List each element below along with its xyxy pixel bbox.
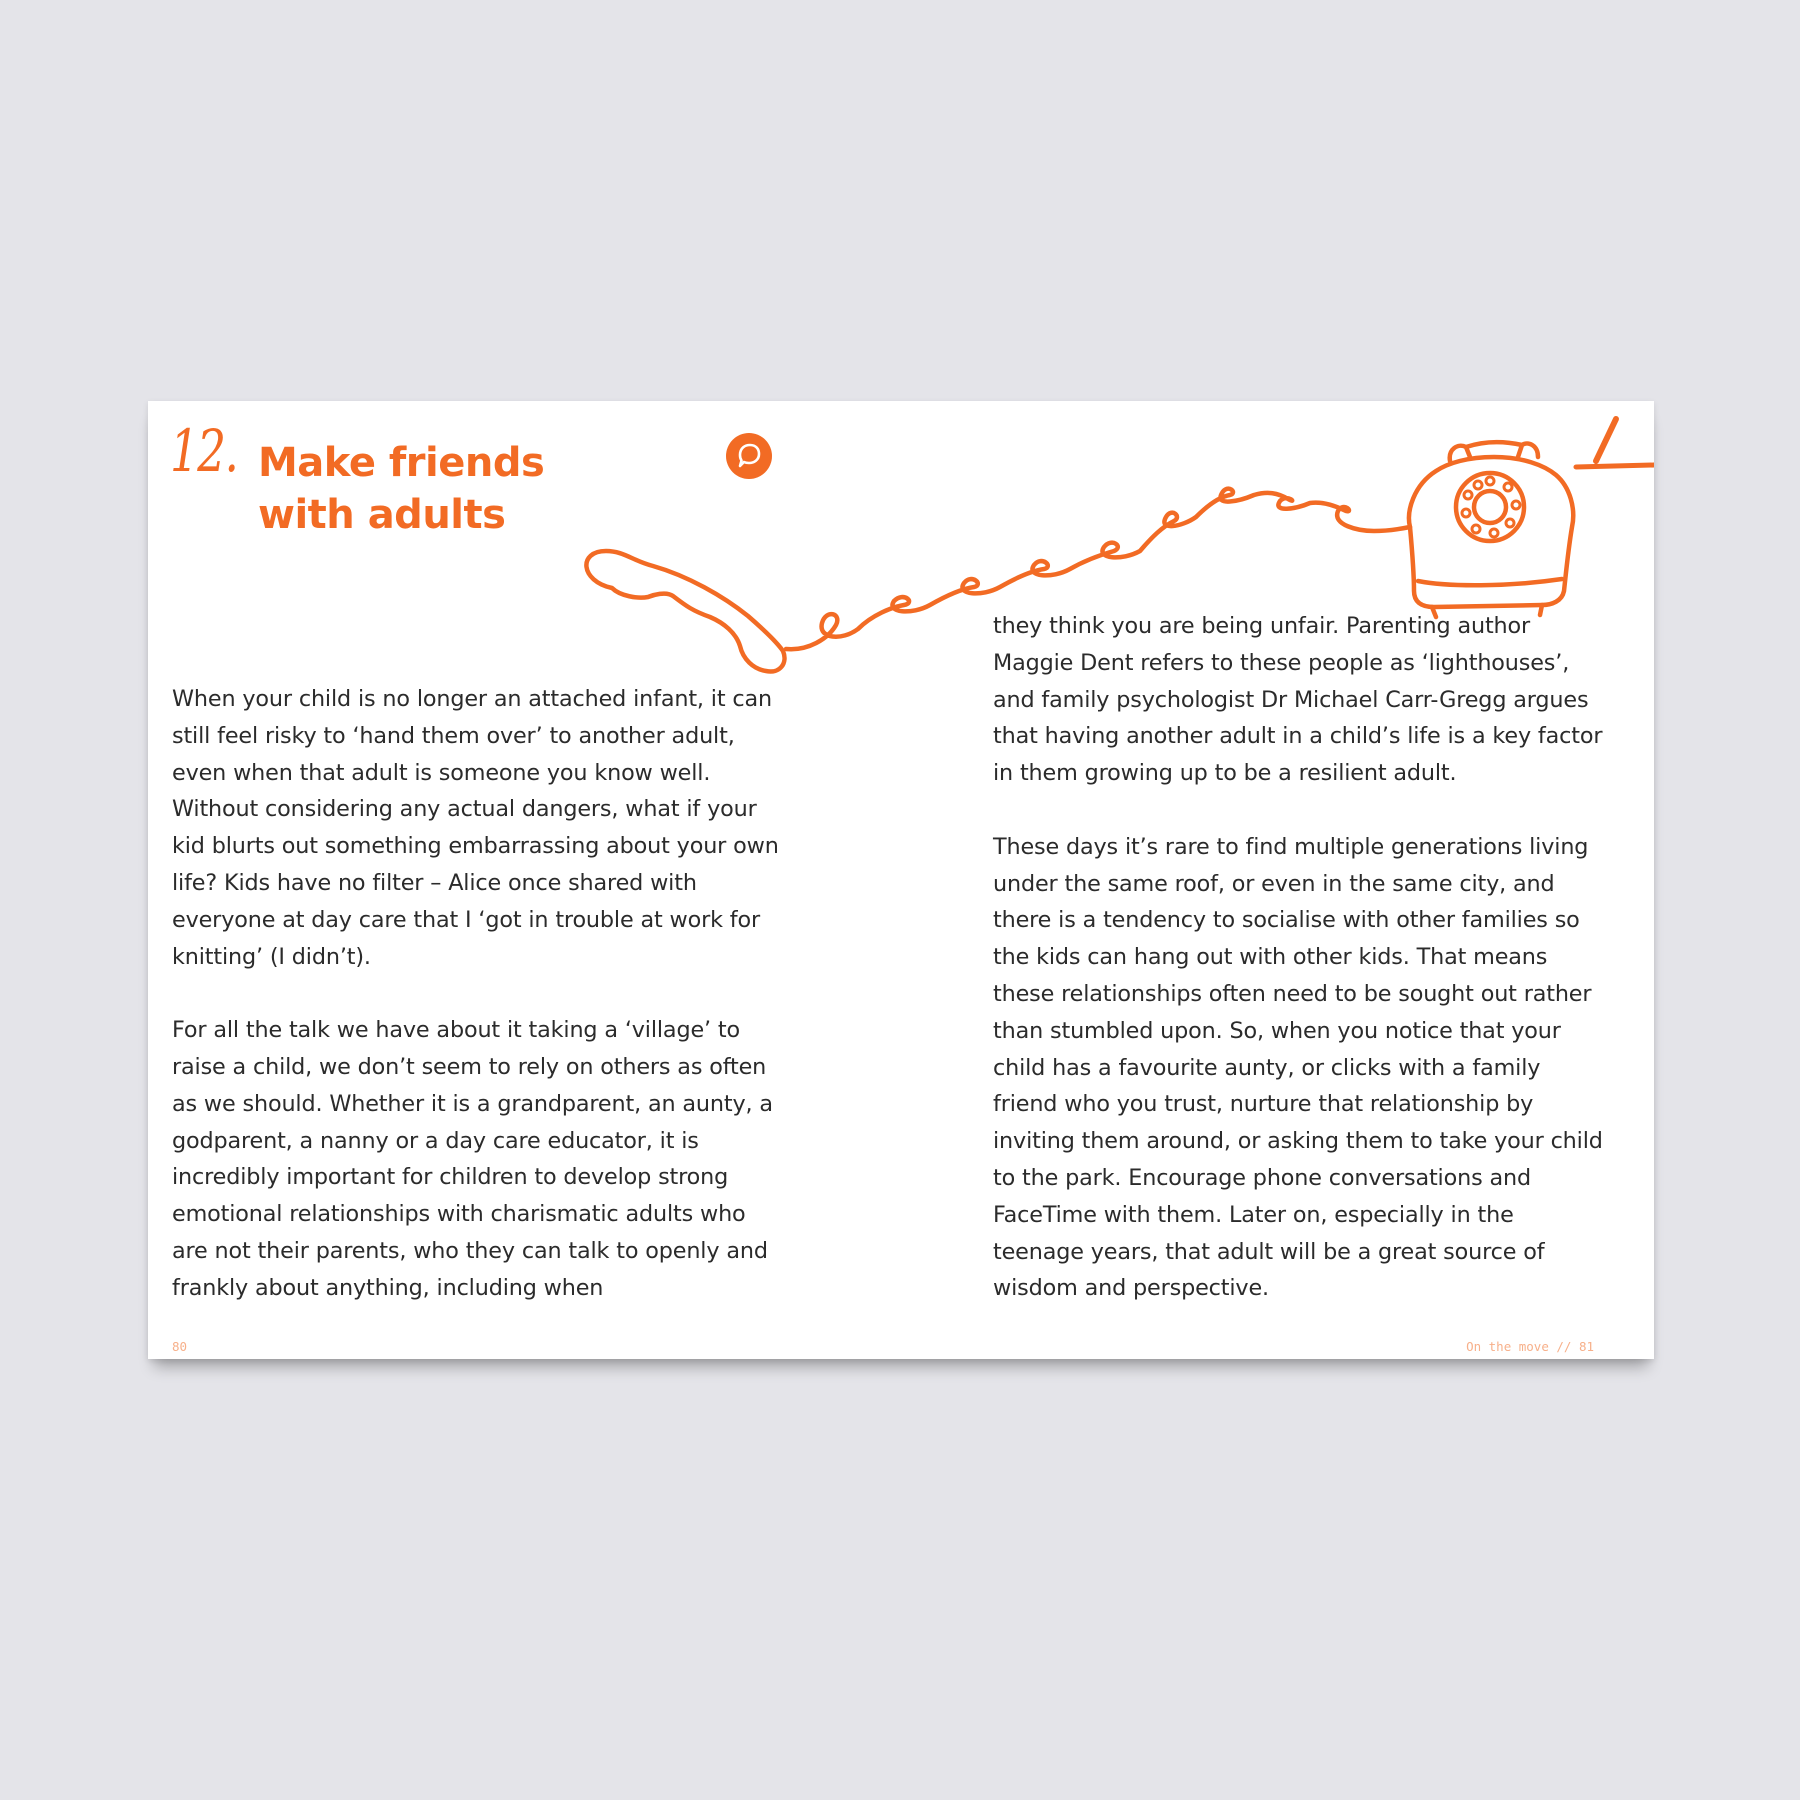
right-column — [993, 608, 1603, 1307]
chapter-number: 12. — [170, 417, 238, 485]
body-paragraph: For all the talk we have about it taking a ‘village’ to raise a child, we don’t seem to rely on others as often as we should. Whether it is a grandparent, an aunty, a godparent, a nanny or a day care educator, it is incredibly important for children to develop strong emotional relationships with charismatic adults who are not their parents, who they can talk to openly and frankly about anything, including when — [172, 1017, 773, 1301]
book-spread — [148, 401, 1654, 1359]
page-number-left: 80 — [172, 1339, 188, 1354]
body-paragraph: These days it’s rare to find multiple generations living under the same roof, or even in the same city, and there is a tendency to socialise with other families so the kids can hang out with other kids. That means these relationships often need to be sought out rather than stumbled upon. So, when you notice that your child has a favourite aunty, or clicks with a family friend who you trust, nurture that relationship by inviting them around, or asking them to take your child to the park. Encourage phone conversations and FaceTime with them. Later on, especially in the teenage years, that adult will be a great source of wisdom and perspective. — [993, 833, 1603, 1302]
speech-bubble-icon — [726, 433, 772, 479]
chapter-title-line-2: with adults — [258, 492, 506, 538]
body-paragraph: they think you are being unfair. Parenting author Maggie Dent refers to these people as ‘lighthouses’, and family psychologist Dr Michael Carr-Gregg argues that having another adult in a child’s life is a key factor in them growing up to be a resilient adult. — [993, 613, 1603, 787]
running-footer-right: On the move // 81 — [1466, 1339, 1594, 1354]
chapter-title — [258, 437, 544, 541]
chapter-title-line-1: Make friends — [258, 440, 545, 486]
body-paragraph: When your child is no longer an attached infant, it can still feel risky to ‘hand them over’ to another adult, even when that adult is someone you know well. Without considering any actual dangers, what if your kid blurts out something embarrassing about your own life? Kids have no filter – Alice once shared with everyone at day care that I ‘got in trouble at work for knitting’ (I didn’t). — [172, 686, 779, 970]
left-column — [172, 681, 782, 1307]
